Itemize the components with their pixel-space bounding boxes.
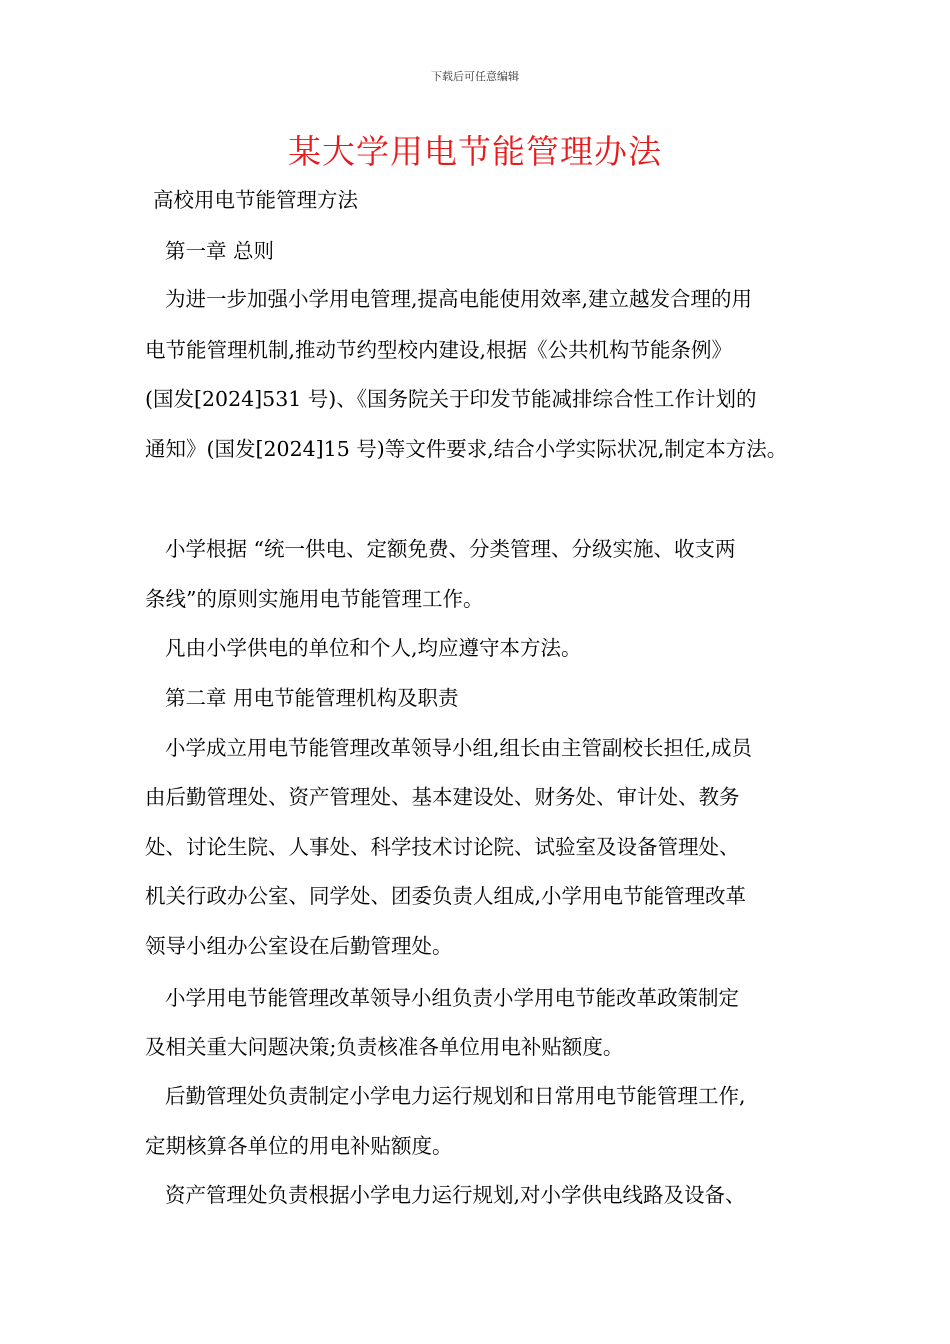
paragraph-line: 处、讨论生院、人事处、科学技术讨论院、试验室及设备管理处、	[145, 835, 740, 859]
paragraph-line: 及相关重大问题决策;负责核准各单位用电补贴额度。	[145, 1035, 624, 1059]
paragraph-line: (国发[2024]531 号)、《国务院关于印发节能减排综合性工作计划的	[145, 387, 757, 411]
paragraph-line: 电节能管理机制,推动节约型校内建设,根据《公共机构节能条例》	[145, 338, 733, 362]
paragraph-line: 为进一步加强小学用电管理,提高电能使用效率,建立越发合理的用	[165, 287, 753, 311]
paragraph-line: 由后勤管理处、资产管理处、基本建设处、财务处、审计处、教务	[145, 785, 740, 809]
document-title: 某大学用电节能管理办法	[288, 132, 662, 171]
paragraph-line: 定期核算各单位的用电补贴额度。	[145, 1134, 453, 1158]
paragraph-line: 凡由小学供电的单位和个人,均应遵守本方法。	[165, 636, 582, 660]
paragraph-line: 领导小组办公室设在后勤管理处。	[145, 934, 453, 958]
paragraph-line: 资产管理处负责根据小学电力运行规划,对小学供电线路及设备、	[165, 1183, 746, 1207]
subtitle-line: 高校用电节能管理方法	[153, 188, 358, 212]
paragraph-line: 小学根据 “统一供电、定额免费、分类管理、分级实施、收支两	[165, 537, 736, 561]
paragraph-line: 小学成立用电节能管理改革领导小组,组长由主管副校长担任,成员	[165, 736, 753, 760]
paragraph-line: 通知》(国发[2024]15 号)等文件要求,结合小学实际状况,制定本方法。	[145, 437, 788, 461]
paragraph-line: 条线”的原则实施用电节能管理工作。	[145, 587, 484, 611]
paragraph-line: 后勤管理处负责制定小学电力运行规划和日常用电节能管理工作,	[165, 1084, 746, 1108]
header-note: 下载后可任意编辑	[431, 70, 519, 83]
chapter-heading: 第一章 总则	[165, 239, 275, 263]
paragraph-line: 机关行政办公室、同学处、团委负责人组成,小学用电节能管理改革	[145, 884, 747, 908]
chapter-heading: 第二章 用电节能管理机构及职责	[165, 686, 459, 710]
paragraph-line: 小学用电节能管理改革领导小组负责小学用电节能改革政策制定	[165, 986, 739, 1010]
